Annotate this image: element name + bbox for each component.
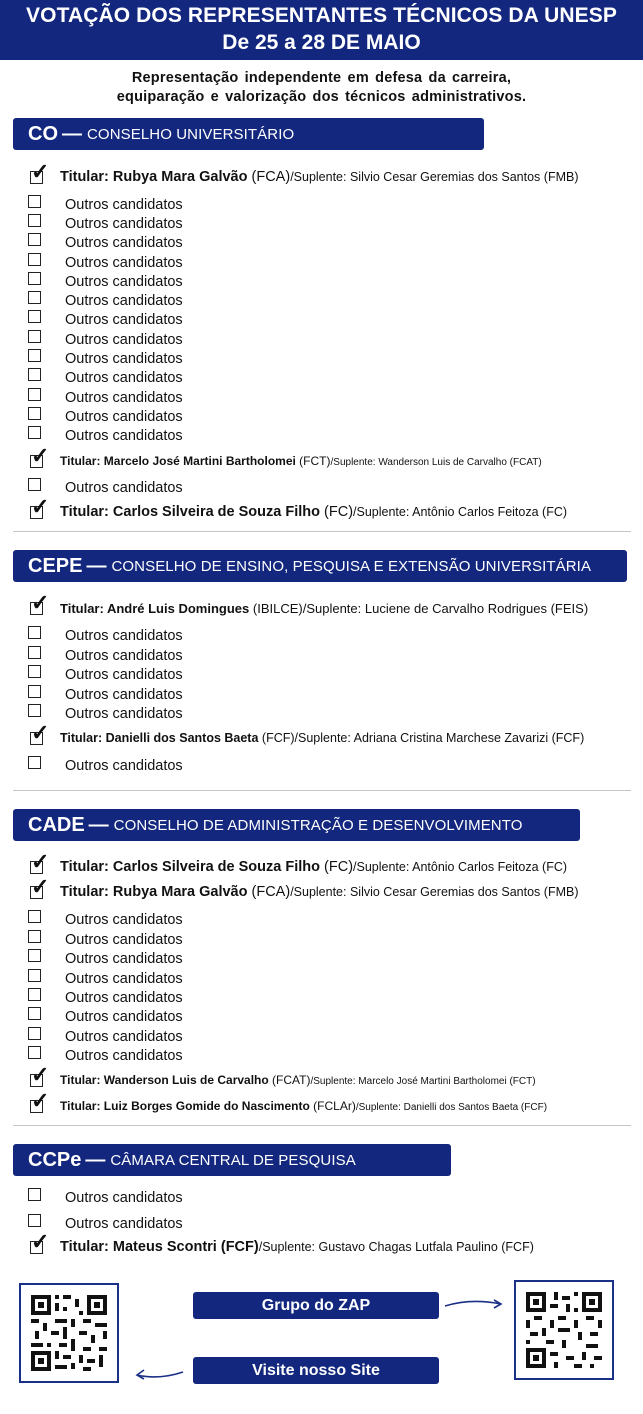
section-fullname: CÂMARA CENTRAL DE PESQUISA xyxy=(110,1151,356,1169)
checkbox[interactable] xyxy=(28,214,41,227)
section-header-ccpe xyxy=(13,1144,451,1176)
candidate-label: Outros candidatos xyxy=(65,255,183,271)
section-abbr: CADE xyxy=(28,813,85,836)
section-fullname: CONSELHO DE ADMINISTRAÇÃO E DESENVOLVIMENTO xyxy=(113,816,523,834)
checkbox[interactable] xyxy=(28,910,41,923)
section-header-cade xyxy=(13,809,580,841)
candidate-label: Outros candidatos xyxy=(65,370,183,386)
checkbox[interactable] xyxy=(28,233,41,246)
candidate-label: Titular: Rubya Mara Galvão (FCA)/Suplente: Silvio Cesar Geremias dos Santos (FMB) xyxy=(60,169,579,185)
header-title: VOTAÇÃO DOS REPRESENTANTES TÉCNICOS DA UNESP xyxy=(26,4,617,27)
candidate-label: Outros candidatos xyxy=(65,990,183,1006)
checkmark-icon: ✓ xyxy=(31,720,50,745)
candidate-label: Outros candidatos xyxy=(65,409,183,425)
header-dates: De 25 a 28 DE MAIO xyxy=(222,31,421,54)
candidate-label: Titular: Marcelo José Martini Bartholomei (FCT)/Suplente: Wanderson Luis de Carvalho (FCAT) xyxy=(60,454,542,468)
candidate-label: Outros candidatos xyxy=(65,932,183,948)
qr-code-icon[interactable] xyxy=(514,1280,614,1380)
candidate-label: Outros candidatos xyxy=(65,971,183,987)
checkmark-icon: ✓ xyxy=(31,443,50,468)
checkmark-icon: ✓ xyxy=(31,874,50,899)
checkbox[interactable] xyxy=(28,195,41,208)
section-dash: — xyxy=(62,122,82,145)
section-abbr: CEPE xyxy=(28,554,83,577)
checkbox[interactable] xyxy=(28,1188,41,1201)
candidate-label: Outros candidatos xyxy=(65,390,183,406)
subtitle-line-2: equiparação e valorização dos técnicos administrativos. xyxy=(116,89,527,105)
checkmark-icon: ✓ xyxy=(31,1229,50,1254)
subtitle-line-1: Representação independente em defesa da carreira, xyxy=(131,70,512,86)
checkbox[interactable] xyxy=(28,626,41,639)
candidate-label: Outros candidatos xyxy=(65,351,183,367)
checkmark-icon: ✓ xyxy=(31,159,50,184)
visit-site-button[interactable]: Visite nosso Site xyxy=(193,1357,439,1384)
section-dash: — xyxy=(85,1148,106,1171)
checkbox[interactable] xyxy=(28,330,41,343)
candidate-label: Titular: André Luis Domingues (IBILCE)/Suplente: Luciene de Carvalho Rodrigues (FEIS) xyxy=(60,600,589,616)
checkbox[interactable] xyxy=(28,1046,41,1059)
candidate-label: Outros candidatos xyxy=(65,293,183,309)
checkbox[interactable] xyxy=(28,426,41,439)
checkbox[interactable] xyxy=(28,969,41,982)
checkbox[interactable] xyxy=(28,1007,41,1020)
checkbox[interactable] xyxy=(28,756,41,769)
checkbox[interactable] xyxy=(28,291,41,304)
checkbox[interactable] xyxy=(28,1214,41,1227)
candidate-label: Outros candidatos xyxy=(65,912,183,928)
candidate-label: Outros candidatos xyxy=(65,628,183,644)
candidate-label: Titular: Rubya Mara Galvão (FCA)/Suplente: Silvio Cesar Geremias dos Santos (FMB) xyxy=(60,884,579,900)
checkmark-icon: ✓ xyxy=(31,849,50,874)
section-fullname: CONSELHO UNIVERSITÁRIO xyxy=(87,125,295,143)
arrow-left-icon xyxy=(133,1366,185,1382)
checkbox[interactable] xyxy=(28,646,41,659)
candidate-label: Outros candidatos xyxy=(65,428,183,444)
zap-group-button[interactable]: Grupo do ZAP xyxy=(193,1292,439,1319)
checkbox[interactable] xyxy=(28,1027,41,1040)
checkbox[interactable] xyxy=(28,704,41,717)
candidate-label: Outros candidatos xyxy=(65,1009,183,1025)
section-divider xyxy=(13,1125,631,1126)
candidate-label: Titular: Mateus Scontri (FCF)/Suplente: Gustavo Chagas Lutfala Paulino (FCF) xyxy=(60,1239,534,1255)
candidate-label: Outros candidatos xyxy=(65,667,183,683)
qr-code-icon[interactable] xyxy=(19,1283,119,1383)
candidate-label: Outros candidatos xyxy=(65,1048,183,1064)
checkbox[interactable] xyxy=(28,949,41,962)
candidate-label: Outros candidatos xyxy=(65,332,183,348)
section-dash: — xyxy=(86,554,107,577)
checkbox[interactable] xyxy=(28,930,41,943)
candidate-label: Outros candidatos xyxy=(65,706,183,722)
candidate-label: Outros candidatos xyxy=(65,235,183,251)
checkbox[interactable] xyxy=(28,349,41,362)
candidate-label: Outros candidatos xyxy=(65,274,183,290)
candidate-label: Outros candidatos xyxy=(65,951,183,967)
candidate-label: Outros candidatos xyxy=(65,216,183,232)
header-banner xyxy=(0,0,643,60)
candidate-label: Outros candidatos xyxy=(65,758,183,774)
candidate-label: Outros candidatos xyxy=(65,480,183,496)
section-abbr: CO xyxy=(28,122,58,145)
checkbox[interactable] xyxy=(28,478,41,491)
candidate-label: Titular: Carlos Silveira de Souza Filho (FC)/Suplente: Antônio Carlos Feitoza (FC) xyxy=(60,504,568,520)
checkbox[interactable] xyxy=(28,310,41,323)
candidate-label: Outros candidatos xyxy=(65,1216,183,1232)
checkbox[interactable] xyxy=(28,685,41,698)
section-abbr: CCPe xyxy=(28,1148,82,1171)
section-divider xyxy=(13,531,631,532)
checkbox[interactable] xyxy=(28,272,41,285)
section-fullname: CONSELHO DE ENSINO, PESQUISA E EXTENSÃO UNIVERSITÁRIA xyxy=(111,557,592,575)
checkmark-icon: ✓ xyxy=(31,590,50,615)
section-header-co xyxy=(13,118,484,150)
section-header-cepe xyxy=(13,550,627,582)
checkbox[interactable] xyxy=(28,665,41,678)
checkbox[interactable] xyxy=(28,988,41,1001)
candidate-label: Titular: Carlos Silveira de Souza Filho (FC)/Suplente: Antônio Carlos Feitoza (FC) xyxy=(60,859,568,875)
arrow-right-icon xyxy=(443,1296,505,1312)
candidate-label: Outros candidatos xyxy=(65,1190,183,1206)
checkbox[interactable] xyxy=(28,407,41,420)
checkbox[interactable] xyxy=(28,253,41,266)
candidate-label: Outros candidatos xyxy=(65,1029,183,1045)
section-divider xyxy=(13,790,631,791)
candidate-label: Outros candidatos xyxy=(65,312,183,328)
checkmark-icon: ✓ xyxy=(31,1062,50,1087)
candidate-label: Titular: Luiz Borges Gomide do Nascimento (FCLAr)/Suplente: Danielli dos Santos Baeta (FCF) xyxy=(60,1099,548,1113)
checkbox[interactable] xyxy=(28,368,41,381)
candidate-label: Outros candidatos xyxy=(65,687,183,703)
subtitle xyxy=(0,69,643,107)
checkbox[interactable] xyxy=(28,388,41,401)
candidate-label: Titular: Wanderson Luis de Carvalho (FCAT)/Suplente: Marcelo José Martini Bartholomei (FCT) xyxy=(60,1073,536,1087)
candidate-label: Outros candidatos xyxy=(65,648,183,664)
candidate-label: Titular: Danielli dos Santos Baeta (FCF)/Suplente: Adriana Cristina Marchese Zavarizi (FCF) xyxy=(60,731,585,745)
checkmark-icon: ✓ xyxy=(31,1088,50,1113)
candidate-label: Outros candidatos xyxy=(65,197,183,213)
checkmark-icon: ✓ xyxy=(31,494,50,519)
section-dash: — xyxy=(88,813,109,836)
